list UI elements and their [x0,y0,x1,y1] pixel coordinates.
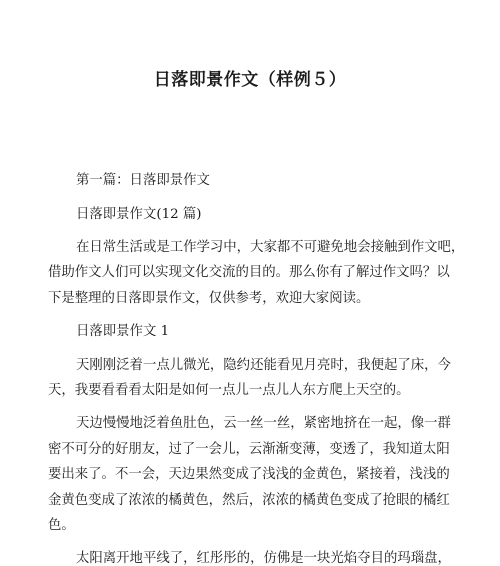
document-title: 日落即景作文（样例５） [153,70,347,90]
essay-1-paragraph-2-line-2: 密不可分的好朋友，过了一会儿，云渐渐变薄，变透了，我知道太阳 [48,442,450,457]
essay-1-heading: 日落即景作文 1 [76,324,170,339]
intro-paragraph-line-1: 在日常生活或是工作学习中，大家都不可避免地会接触到作文吧， [76,240,465,255]
essay-collection-heading: 日落即景作文(12 篇) [76,207,202,222]
essay-1-paragraph-2-line-3: 要出来了。不一会，天边果然变成了浅浅的金黄色，紧接着，浅浅的 [48,467,450,482]
essay-1-paragraph-2-line-1: 天边慢慢地泛着鱼肚色，云一丝一丝，紧密地挤在一起，像一群 [76,416,451,431]
intro-paragraph-line-2: 借助作文人们可以实现文化交流的目的。那么你有了解过作文吗？以 [48,265,450,280]
intro-paragraph-line-3: 下是整理的日落即景作文，仅供参考，欢迎大家阅读。 [48,291,370,306]
section-heading: 第一篇：日落即景作文 [76,173,210,188]
essay-1-paragraph-1-line-1: 天刚刚泛着一点儿微光，隐约还能看见月亮时，我便起了床，今 [76,358,451,373]
essay-1-paragraph-1-line-2: 天，我要看看看太阳是如何一点儿一点儿人东方爬上天空的。 [48,383,410,398]
essay-1-paragraph-2-line-5: 色。 [48,518,75,533]
essay-1-paragraph-2-line-4: 金黄色变成了浓浓的橘黄色，然后，浓浓的橘黄色变成了抢眼的橘红 [48,493,450,508]
essay-1-paragraph-3-line-1: 太阳离开地平线了，红彤彤的，仿佛是一块光焰夺目的玛瑙盘， [76,551,451,566]
